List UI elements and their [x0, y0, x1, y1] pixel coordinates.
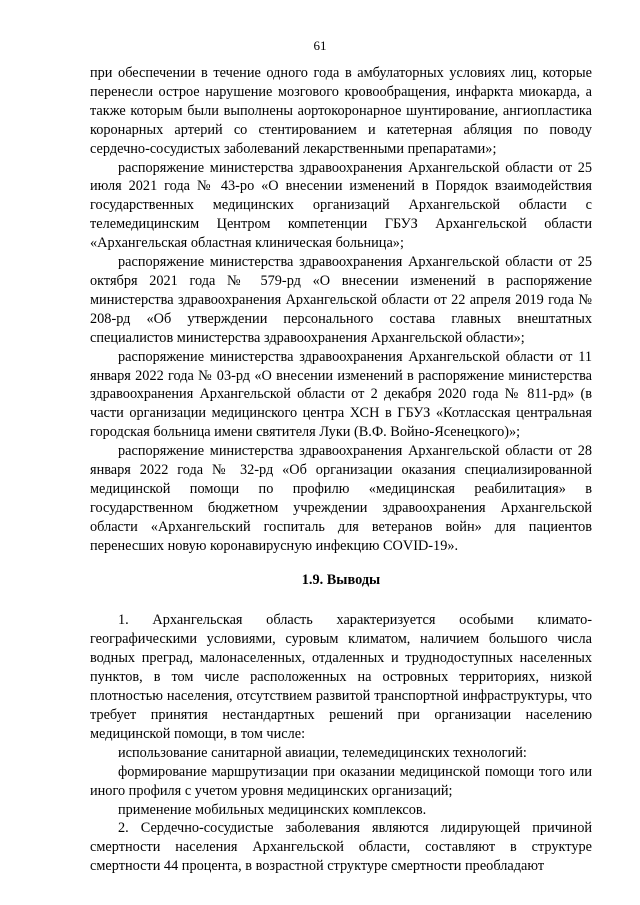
section-heading: 1.9. Выводы — [301, 571, 381, 588]
paragraph-conclusion-1: 1. Архангельская область характеризуется особыми климато-географическими условиями, суровым климатом, наличием большого числа водных преград, малонаселенных, отдаленных и труднодоступных населенных пунктов, в том числе расположенных на островных территориях, низкой плотностью населения, отсутствием развитой транспортной инфраструктуры, что требует принятия нестандартных решений при организации населению медицинской помощи, в том числе: — [90, 612, 592, 742]
paragraph-order-43-ro: распоряжение министерства здравоохранения Архангельской области от 25 июля 2021 года № 43-ро «О внесении изменений в Порядок взаимодействия государственных медицинских организаций Архангельской области с телемедицинским Центром компетенции ГБУЗ Архангельской области «Архангельская областная клиническая больница»; — [90, 159, 592, 252]
paragraph-continuation: при обеспечении в течение одного года в амбулаторных условиях лиц, которые перенесли острое нарушение мозгового кровообращения, инфаркта миокарда, а также которым были выполнены аортокоронарное шунтирование, ангиопластика коронарных артерий со стентированием и катетерная абляция по поводу сердечно-сосудистых заболеваний лекарственными препаратами»; — [90, 65, 592, 157]
paragraph-order-03-rd: распоряжение министерства здравоохранения Архангельской области от 11 января 2022 года № 03-рд «О внесении изменений в распоряжение министерства здравоохранения Архангельской области от 2 декабря 2020 года № 811-рд» (в части организации медицинского центра ХСН в ГБУЗ «Котласская центральная городская больница имени святителя Луки (В.Ф. Войно-Ясенецкого)»; — [90, 348, 592, 441]
paragraph-conclusion-2: 2. Сердечно-сосудистые заболевания являются лидирующей причиной смертности населения Архангельской области, составляют в структуре смертности 44 процента, в возрастной структуре смертности преобладают — [90, 820, 592, 875]
page-number: 61 — [313, 38, 327, 53]
document-body — [90, 64, 592, 876]
list-item-sanitary-aviation: использование санитарной авиации, телемедицинских технологий: — [118, 744, 527, 761]
paragraph-order-579-rd: распоряжение министерства здравоохранения Архангельской области от 25 октября 2021 года № 579-рд «О внесении изменений в распоряжение министерства здравоохранения Архангельской области от 22 апреля 2019 года № 208-рд «Об утверждении персонального состава главных внештатных специалистов министерства здравоохранения Архангельской области»; — [90, 254, 592, 346]
list-item-mobile-complexes: применение мобильных медицинских комплексов. — [118, 801, 427, 818]
paragraph-order-32-rd: распоряжение министерства здравоохранения Архангельской области от 28 января 2022 года № 32-рд «Об организации оказания специализированной медицинской помощи по профилю «медицинская реабилитация» в государственном бюджетном учреждении здравоохранения Архангельской области «Архангельский госпиталь для ветеранов войн» для пациентов перенесших новую коронавирусную инфекцию COVID-19». — [90, 443, 592, 554]
list-item-routing: формирование маршрутизации при оказании медицинской помощи того или иного профиля с учетом уровня медицинских организаций; — [90, 763, 592, 799]
